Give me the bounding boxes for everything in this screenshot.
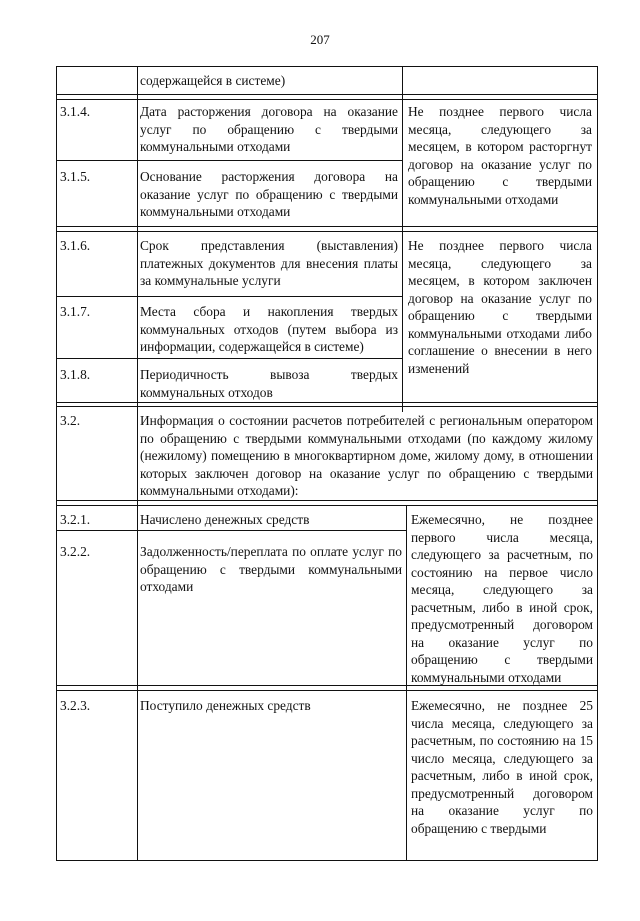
table-border-left [56,66,57,861]
row-name: Поступило денежных средств [140,698,311,713]
row-line [56,99,598,100]
row-line [56,226,598,227]
row-number: 3.1.5. [60,169,91,184]
row-number: 3.2.2. [60,544,91,559]
section-heading: Информация о состоянии расчетов потребителей с региональным оператором по обращению с твердыми коммунальными отходами (по каждому жилому (нежилому) помещению в многоквартирном доме, жилому дому, в отношении которых заключен договор на оказание услуг по обращению с твердыми коммунальными отходами): [140,413,593,498]
row-number: 3.1.4. [60,104,91,119]
table-border-col1 [137,66,138,861]
table-border-col2-lower [406,505,407,861]
row-line [56,690,598,691]
row-line [56,94,598,95]
table-border-col2 [402,66,403,412]
row-name: Задолженность/переплата по оплате услуг по обращению с твердыми коммунальными отходами [140,544,402,594]
row-name: Срок представления (выставления) платежных документов для внесения платы за коммунальные услуги [140,238,398,288]
row-line [56,505,598,506]
table-border-right [597,66,598,861]
row-number: 3.1.8. [60,367,91,382]
deadline-cell: Ежемесячно, не позднее первого числа месяца, следующего за расчетным, по состоянию на первое число месяца, следующего за расчетным, либо в иной срок, предусмотренный договором на оказание услуг по обращению с твердыми коммунальными отходами [411,512,593,685]
row-number: 3.1.6. [60,238,91,253]
row-line [56,296,402,297]
row-line [56,358,402,359]
row-line [56,530,406,531]
page-number: 207 [310,32,330,47]
table-border-bottom [56,860,598,861]
row-number: 3.2.3. [60,698,91,713]
row-line [56,160,402,161]
row-name: Места сбора и накопления твердых коммунальных отходов (путем выбора из информации, содержащейся в системе) [140,304,398,354]
row-name: Начислено денежных средств [140,512,310,527]
row-number: 3.2. [60,413,81,428]
deadline-cell: Ежемесячно, не позднее 25 числа месяца, следующего за расчетным, по состоянию на 15 число месяца, следующего за расчетным, либо в иной срок, предусмотренный договором на оказание услуг по обращению с твердыми [411,698,593,836]
row-line [56,402,598,403]
row-line [56,500,598,501]
row-name: содержащейся в системе) [140,73,286,88]
row-name: Основание расторжения договора на оказание услуг по обращению с твердыми коммунальными отходами [140,169,398,219]
deadline-cell: Не позднее первого числа месяца, следующего за месяцем, в котором расторгнут договор на оказание услуг по обращению с твердыми коммунальными отходами [408,104,592,207]
deadline-cell: Не позднее первого числа месяца, следующего за месяцем, в котором заключен договор на оказание услуг по обращению с твердыми коммунальными отходами либо соглашение о внесении в него изменений [408,238,592,376]
row-line [56,406,598,407]
row-number: 3.2.1. [60,512,91,527]
row-line [56,231,598,232]
row-number: 3.1.7. [60,304,91,319]
table-border-top [56,66,598,67]
row-name: Дата расторжения договора на оказание услуг по обращению с твердыми коммунальными отходами [140,104,398,154]
row-name: Периодичность вывоза твердых коммунальных отходов [140,367,398,400]
